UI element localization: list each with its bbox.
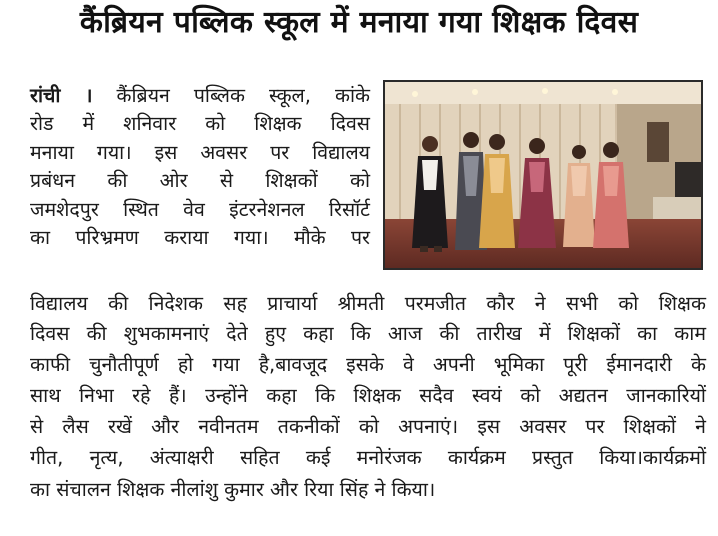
news-photo — [383, 80, 703, 270]
article-line-5: जमशेदपुर स्थित वेव इंटरनेशनल रिसॉर्ट — [30, 198, 370, 221]
teachers-group-photo — [385, 82, 701, 268]
article-line-1 — [30, 82, 370, 109]
article-line-11: से लैस रखें और नवीनतम तकनीकों को अपनाएं। इस अवसर पर शिक्षकों ने — [30, 415, 706, 438]
dateline: रांची । — [30, 84, 93, 107]
article-line-3: मनाया गया। इस अवसर पर विद्यालय — [30, 141, 370, 164]
article-line-8: दिवस की शुभकामनाएं देते हुए कहा कि आज की तारीख में शिक्षकों का काम — [30, 322, 706, 345]
article-line-13: का संचालन शिक्षक नीलांशु कुमार और रिया सिंह ने किया। — [30, 478, 436, 501]
article-line-2: रोड में शनिवार को शिक्षक दिवस — [30, 112, 370, 135]
article-line-10: साथ निभा रहे हैं। उन्होंने कहा कि शिक्षक सदैव स्वयं को अद्यतन जानकारियों — [30, 384, 706, 407]
article-line-9: काफी चुनौतीपूर्ण हो गया है,बावजूद इसके वे अपनी भूमिका पूरी ईमानदारी के — [30, 353, 706, 376]
article-line-7: विद्यालय की निदेशक सह प्राचार्या श्रीमती परमजीत कौर ने सभी को शिक्षक — [30, 292, 706, 315]
article-line-1-text: कैंब्रियन पब्लिक स्कूल, कांके — [116, 84, 371, 107]
article-line-6: का परिभ्रमण कराया गया। मौके पर — [30, 226, 370, 249]
headline: कैंब्रियन पब्लिक स्कूल में मनाया गया शिक्षक दिवस — [79, 5, 639, 40]
article-line-12: गीत, नृत्य, अंत्याक्षरी सहित कई मनोरंजक कार्यक्रम प्रस्तुत किया।कार्यक्रमों — [30, 446, 706, 469]
article-line-4: प्रबंधन की ओर से शिक्षकों को — [30, 169, 370, 192]
